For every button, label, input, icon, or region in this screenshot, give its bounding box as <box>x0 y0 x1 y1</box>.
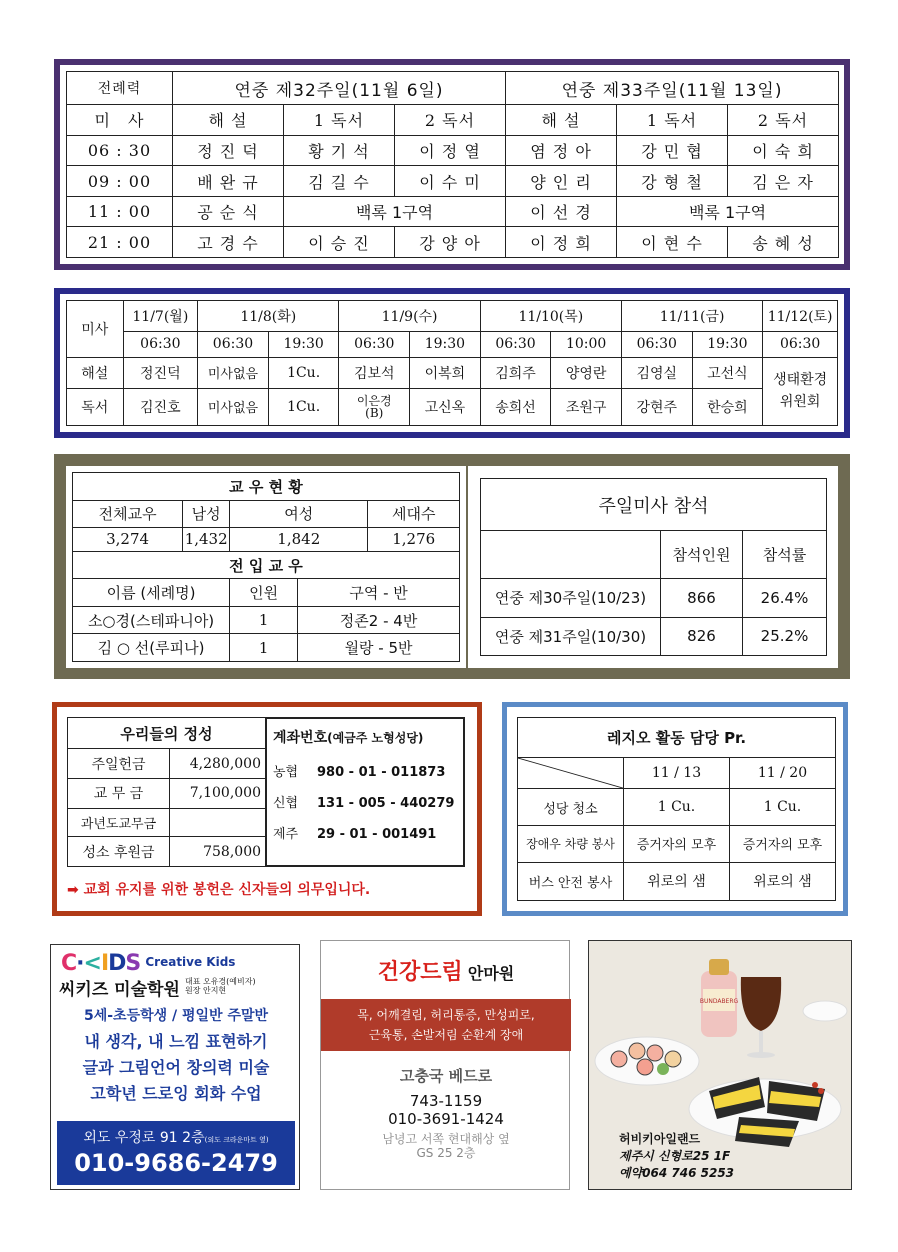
kids-line: 고학년 드로잉 회화 수업 <box>90 1084 262 1103</box>
legio-task: 장애우 차량 봉사 <box>518 825 624 862</box>
day-header: 11/12(토) <box>763 301 838 332</box>
mass-time: 19:30 <box>410 332 481 357</box>
cafe-info <box>619 1131 849 1182</box>
schedule-cell: 공 순 식 <box>173 196 284 227</box>
schedule-cell: 고 경 수 <box>173 227 284 258</box>
weekday-mass-schedule <box>54 288 850 438</box>
schedule-cell: 1Cu. <box>268 357 339 388</box>
attendance-header: 참석률 <box>743 531 827 579</box>
schedule-cell <box>339 388 410 425</box>
schedule-cell: 이 현 수 <box>617 227 728 258</box>
day-header: 11/8(화) <box>198 301 339 332</box>
new-member-count: 1 <box>230 606 298 634</box>
massage-address: GS 25 2층 <box>416 1146 476 1160</box>
table-row <box>67 357 838 388</box>
new-member-count: 1 <box>230 634 298 662</box>
table-row <box>68 837 266 867</box>
schedule-cell: 송 혜 성 <box>728 227 839 258</box>
schedule-cell: 미사없음 <box>198 357 269 388</box>
offering-notice: ➡ 교회 유지를 위한 봉헌은 신자들의 의무입니다. <box>67 882 371 898</box>
mass-time: 09 : 00 <box>67 166 173 197</box>
kids-name-row <box>59 975 297 1000</box>
bank-name: 신협 <box>273 796 299 811</box>
col-commentary: 해 설 <box>173 105 284 136</box>
offering-value <box>170 808 266 836</box>
attendance-title: 주일미사 참석 <box>481 479 827 531</box>
schedule-cell: 백록 1구역 <box>284 196 506 227</box>
schedule-cell: 강 민 협 <box>617 135 728 166</box>
schedule-cell: 이 숙 희 <box>728 135 839 166</box>
bank-name: 제주 <box>273 827 299 842</box>
account-number: 131 - 005 - 440279 <box>317 796 455 811</box>
week32-header: 연중 제32주일(11월 6일) <box>173 72 506 105</box>
schedule-cell: 한승희 <box>692 388 763 425</box>
mass-label: 미사 <box>67 301 124 358</box>
new-member-name: 김 ○ 선(루피나) <box>73 634 230 662</box>
offering-title: 우리들의 정성 <box>68 718 266 749</box>
members-header: 세대수 <box>368 500 460 528</box>
attendance-week: 연중 제30주일(10/23) <box>481 579 661 618</box>
kids-rep2: 원장 안지현 <box>184 986 227 995</box>
members-header: 전체교우 <box>73 500 183 528</box>
schedule-cell: 김보석 <box>339 357 410 388</box>
table-row <box>481 617 827 656</box>
offering-label: 성소 후원금 <box>68 837 170 867</box>
kids-copy <box>55 1003 297 1107</box>
mass-time: 06:30 <box>198 332 269 357</box>
schedule-cell: 1Cu. <box>268 388 339 425</box>
legio-corner <box>518 758 624 789</box>
schedule-cell: 이 정 열 <box>395 135 506 166</box>
schedule-cell: 고신옥 <box>410 388 481 425</box>
table-row <box>518 825 836 862</box>
legio-title: 레지오 활동 담당 Pr. <box>518 718 836 758</box>
offering-value: 7,100,000 <box>170 779 266 809</box>
members-status <box>66 466 466 668</box>
table-row <box>73 606 460 634</box>
new-member-zone: 정존2 - 4반 <box>298 606 460 634</box>
schedule-cell-name: 이은경 <box>356 393 392 408</box>
col-reading1: 1 독서 <box>284 105 395 136</box>
mass-time: 19:30 <box>692 332 763 357</box>
schedule-cell: 이 수 미 <box>395 166 506 197</box>
members-title: 교 우 현 황 <box>73 473 460 501</box>
table-row <box>67 196 839 227</box>
legio-task: 버스 안전 봉사 <box>518 862 624 900</box>
new-members-header: 인원 <box>230 579 298 607</box>
mass-time: 06:30 <box>123 332 198 357</box>
schedule-cell: 미사없음 <box>198 388 269 425</box>
mass-time: 06:30 <box>339 332 410 357</box>
kids-logo <box>61 951 291 975</box>
table-row <box>67 135 839 166</box>
schedule-cell: 김진호 <box>123 388 198 425</box>
offering-table <box>67 717 265 867</box>
schedule-cell: 양 인 리 <box>506 166 617 197</box>
schedule-cell: 이 정 희 <box>506 227 617 258</box>
schedule-cell: 김희주 <box>480 357 551 388</box>
table-row <box>67 227 839 258</box>
attendance-rate: 25.2% <box>743 617 827 656</box>
schedule-cell: 김영실 <box>621 357 692 388</box>
massage-name: 건강드림 <box>377 960 463 985</box>
account-number: 980 - 01 - 011873 <box>317 765 446 780</box>
kids-name: 씨키즈 미술학원 <box>59 980 180 1000</box>
new-members-title: 전 입 교 우 <box>73 551 460 579</box>
massage-phone: 010-3691-1424 <box>388 1110 504 1128</box>
bottle-label: BUNDABERG <box>699 998 739 1005</box>
col-reading2: 2 독서 <box>728 105 839 136</box>
offering-value: 4,280,000 <box>170 749 266 779</box>
mass-time: 06:30 <box>763 332 838 357</box>
legio-date: 11 / 13 <box>624 758 730 789</box>
offering-panel <box>52 702 482 916</box>
offering-value: 758,000 <box>170 837 266 867</box>
members-value: 1,842 <box>230 528 368 552</box>
attendance-header: 참석인원 <box>661 531 743 579</box>
members-attendance-panel <box>54 454 850 679</box>
massage-address: 남녕고 서쪽 현대해상 옆 <box>382 1132 510 1146</box>
massage-phone: 743-1159 <box>409 1092 483 1110</box>
day-header: 11/7(월) <box>123 301 198 332</box>
massage-suffix: 안마원 <box>467 964 515 983</box>
schedule-cell: 이복희 <box>410 357 481 388</box>
kids-address-row <box>57 1127 295 1147</box>
saturday-group <box>763 357 838 425</box>
members-value: 1,432 <box>183 528 230 552</box>
col-reading2: 2 독서 <box>395 105 506 136</box>
members-header: 여성 <box>230 500 368 528</box>
offering-label: 교 무 금 <box>68 779 170 809</box>
cafe-address: 제주시 신형로25 1F <box>619 1149 731 1163</box>
account-title: 계좌번호 <box>273 730 328 746</box>
col-reading1: 1 독서 <box>617 105 728 136</box>
kids-phone: 010-9686-2479 <box>74 1149 278 1177</box>
account-row <box>273 819 457 850</box>
schedule-cell: 조원구 <box>551 388 622 425</box>
kids-rep1: 대표 오유경(예비자) <box>184 977 256 986</box>
schedule-cell: 염 정 아 <box>506 135 617 166</box>
kids-address: 외도 우정로 91 2층 <box>83 1130 205 1146</box>
massage-owner: 고충국 베드로 <box>399 1067 493 1085</box>
mass-time: 06 : 30 <box>67 135 173 166</box>
legio-date: 11 / 20 <box>730 758 836 789</box>
account-list <box>273 757 457 850</box>
day-header: 11/9(수) <box>339 301 480 332</box>
new-members-header: 구역 - 반 <box>298 579 460 607</box>
account-heading <box>273 727 457 747</box>
sunday-attendance <box>468 466 838 668</box>
table-row <box>67 388 838 425</box>
account-box <box>265 717 465 867</box>
new-members-header: 이름 (세례명) <box>73 579 230 607</box>
table-row <box>68 808 266 836</box>
kids-contact <box>57 1121 295 1185</box>
members-header: 남성 <box>183 500 230 528</box>
schedule-cell-note: (B) <box>365 405 384 420</box>
diagonal-line <box>518 758 623 788</box>
legio-cell: 1 Cu. <box>730 789 836 826</box>
schedule-cell: 백록 1구역 <box>617 196 839 227</box>
mass-time: 11 : 00 <box>67 196 173 227</box>
legio-cell: 1 Cu. <box>624 789 730 826</box>
commentary-label: 해설 <box>67 357 124 388</box>
table-row <box>518 862 836 900</box>
account-row <box>273 757 457 788</box>
table-row <box>67 166 839 197</box>
reading-label: 독서 <box>67 388 124 425</box>
schedule-cell: 양영란 <box>551 357 622 388</box>
ad-cafe <box>588 940 852 1190</box>
legio-panel <box>502 702 848 916</box>
schedule-cell: 송희선 <box>480 388 551 425</box>
schedule-cell: 강현주 <box>621 388 692 425</box>
schedule-cell: 정 진 덕 <box>173 135 284 166</box>
massage-services <box>321 999 571 1051</box>
sunday-mass-schedule <box>54 59 850 270</box>
massage-title <box>321 955 571 986</box>
attendance-corner <box>481 531 661 579</box>
saturday-group-line: 생태환경 <box>773 372 828 389</box>
table-row <box>68 779 266 809</box>
schedule-cell: 김 은 자 <box>728 166 839 197</box>
mass-label: 미 사 <box>67 105 173 136</box>
schedule-cell: 배 완 규 <box>173 166 284 197</box>
legio-cell: 증거자의 모후 <box>624 825 730 862</box>
day-header: 11/10(목) <box>480 301 621 332</box>
mass-time: 06:30 <box>480 332 551 357</box>
new-member-name: 소○경(스테파니아) <box>73 606 230 634</box>
massage-service-line: 근육통, 손발저림 순환계 장애 <box>368 1028 524 1042</box>
members-value: 3,274 <box>73 528 183 552</box>
account-row <box>273 788 457 819</box>
table-row <box>73 634 460 662</box>
attendance-rate: 26.4% <box>743 579 827 618</box>
account-owner: (예금주 노형성당) <box>327 731 424 745</box>
members-value: 1,276 <box>368 528 460 552</box>
col-commentary: 해 설 <box>506 105 617 136</box>
cafe-name: 허비키아일랜드 <box>619 1132 701 1146</box>
mass-time: 21 : 00 <box>67 227 173 258</box>
legio-cell: 증거자의 모후 <box>730 825 836 862</box>
ad-massage <box>320 940 570 1190</box>
kids-address-note: (외도 크라운마트 옆) <box>204 1136 269 1144</box>
schedule-cell: 김 길 수 <box>284 166 395 197</box>
mass-time: 19:30 <box>268 332 339 357</box>
attendance-week: 연중 제31주일(10/30) <box>481 617 661 656</box>
legio-cell: 위로의 샘 <box>730 862 836 900</box>
new-member-zone: 월랑 - 5반 <box>298 634 460 662</box>
kids-logo-icon: C·<IDS <box>61 951 141 976</box>
attendance-count: 866 <box>661 579 743 618</box>
table-row <box>518 789 836 826</box>
legio-task: 성당 청소 <box>518 789 624 826</box>
table-row <box>68 749 266 779</box>
ad-creative-kids <box>50 944 300 1190</box>
liturgical-calendar-label: 전례력 <box>67 72 173 105</box>
week33-header: 연중 제33주일(11월 13일) <box>506 72 839 105</box>
cafe-reserve: 예약064 746 5253 <box>619 1166 735 1180</box>
schedule-cell: 이 선 경 <box>506 196 617 227</box>
kids-line: 글과 그림언어 창의력 미술 <box>82 1058 270 1077</box>
offering-label: 과년도교무금 <box>68 808 170 836</box>
schedule-cell: 강 형 철 <box>617 166 728 197</box>
day-header: 11/11(금) <box>621 301 762 332</box>
schedule-cell: 정진덕 <box>123 357 198 388</box>
offering-label: 주일헌금 <box>68 749 170 779</box>
massage-service-line: 목, 어깨결림, 허리통증, 만성피로, <box>357 1008 535 1022</box>
table-row <box>481 579 827 618</box>
kids-line: 5세-초등학생 / 평일반 주말반 <box>83 1008 269 1024</box>
schedule-cell: 고선식 <box>692 357 763 388</box>
mass-time: 10:00 <box>551 332 622 357</box>
schedule-cell: 강 양 아 <box>395 227 506 258</box>
massage-contact <box>321 1065 571 1160</box>
kids-reps <box>185 977 256 995</box>
bank-name: 농협 <box>273 765 299 780</box>
kids-brand: Creative Kids <box>145 955 236 969</box>
legio-cell: 위로의 샘 <box>624 862 730 900</box>
account-number: 29 - 01 - 001491 <box>317 827 437 842</box>
schedule-cell: 이 승 진 <box>284 227 395 258</box>
schedule-cell: 황 기 석 <box>284 135 395 166</box>
kids-line: 내 생각, 내 느낌 표현하기 <box>84 1032 268 1051</box>
attendance-count: 826 <box>661 617 743 656</box>
mass-time: 06:30 <box>621 332 692 357</box>
saturday-group-line: 위원회 <box>779 394 821 411</box>
